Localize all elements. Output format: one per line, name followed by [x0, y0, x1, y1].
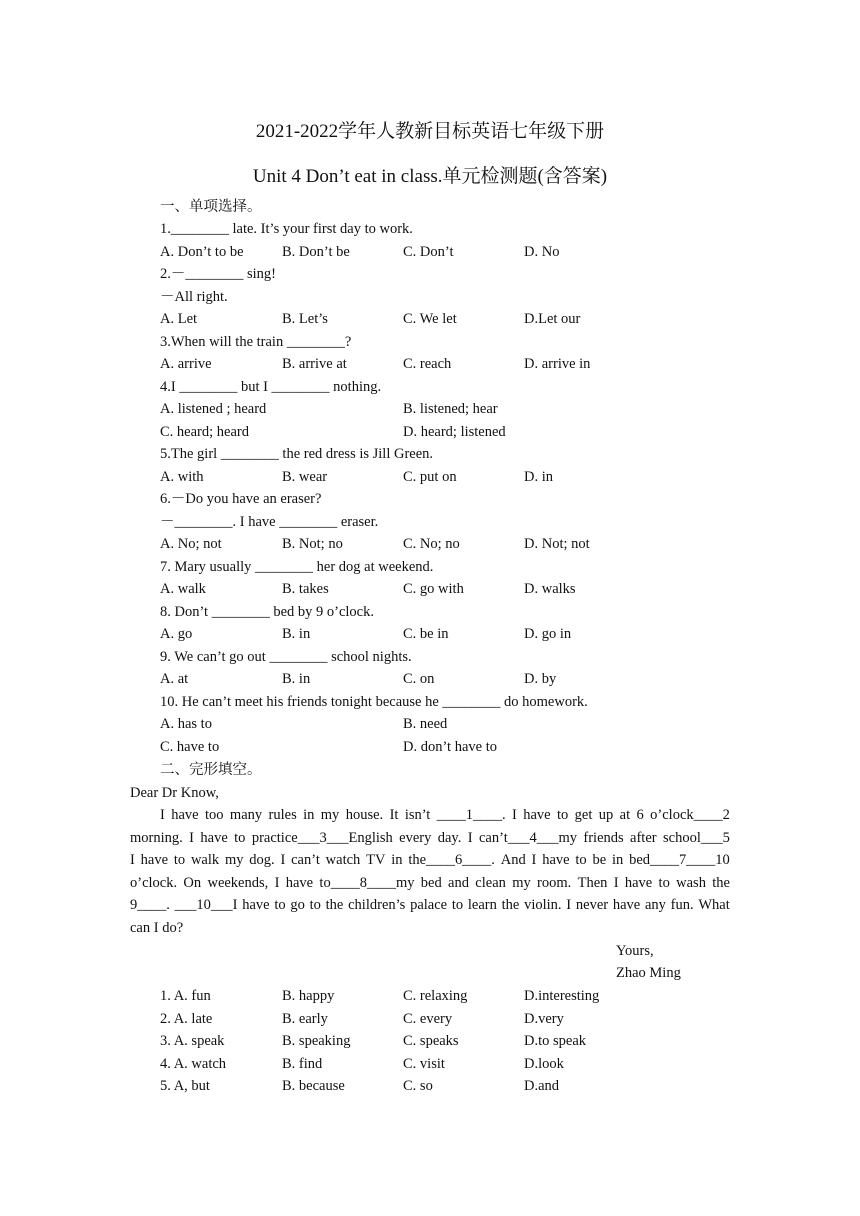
cloze-choice: B. early [282, 1010, 328, 1027]
passage-word: in [391, 852, 403, 868]
cloze-choice: D.very [524, 1010, 564, 1027]
answer-option: C. put on [403, 468, 457, 485]
cloze-choice: B. because [282, 1078, 345, 1094]
passage-word: wash [676, 875, 706, 891]
passage-word: I [512, 807, 517, 823]
passage-word: watch [325, 852, 361, 868]
answer-option: B. Not; no [282, 536, 343, 552]
passage-word: children’s [348, 897, 406, 913]
passage-word: the [325, 897, 344, 913]
answer-option: B. takes [282, 581, 329, 597]
passage-word: go [290, 897, 305, 913]
passage-word: practice___3___English [251, 830, 393, 846]
answer-option: B. wear [282, 468, 328, 485]
passage-word: in [611, 852, 624, 868]
passage-word: o’clock. [130, 875, 178, 891]
answer-option: A. go [160, 626, 193, 642]
passage-word: can I do? [130, 920, 184, 936]
passage-word: I [467, 830, 473, 846]
passage-word: have [285, 875, 314, 891]
passage-word: at [619, 807, 631, 823]
passage-word: to [173, 852, 186, 868]
passage-word: have [242, 897, 270, 913]
cloze-choice: C. visit [403, 1055, 445, 1072]
passage-word: isn’t [404, 807, 431, 823]
passage-word: the____6____. [408, 852, 495, 868]
passage-word: What [698, 897, 730, 913]
cloze-choice: C. relaxing [403, 988, 468, 1004]
passage-word: to [575, 852, 587, 868]
question-stem: 6.－Do you have an eraser? [160, 491, 322, 507]
passage-line [130, 919, 730, 937]
answer-option: C. have to [160, 738, 220, 755]
answer-option: C. reach [403, 356, 452, 372]
answer-option: A. listened ; heard [160, 401, 267, 417]
question-stem: 3.When will the train ________? [160, 333, 352, 350]
passage-word: have [171, 807, 199, 823]
cloze-choice: B. happy [282, 988, 335, 1004]
passage-word: be [592, 852, 607, 868]
passage-word: my [512, 875, 531, 891]
cloze-choice: 3. A. speak [160, 1033, 225, 1049]
answer-option: C. No; no [403, 536, 460, 552]
question-stem: －All right. [160, 288, 228, 305]
answer-option: A. walk [160, 581, 206, 597]
passage-word: morning. [130, 830, 183, 846]
question-stem: 8. Don’t ________ bed by 9 o’clock. [160, 603, 374, 620]
cloze-choice: 5. A, but [160, 1078, 210, 1094]
passage-word: ____1____. [436, 807, 506, 823]
cloze-choice: D.to speak [524, 1033, 587, 1049]
answer-option: A. No; not [160, 536, 222, 552]
page-subtitle: Unit 4 Don’t eat in class.单元检测题(含答案) [252, 166, 608, 187]
answer-option: D. arrive in [524, 356, 591, 372]
passage-word: the [712, 875, 730, 891]
passage-word: rules [268, 807, 297, 823]
answer-option: D. go in [524, 626, 572, 642]
passage-word: Then [577, 875, 608, 891]
answer-option: D.Let our [524, 311, 581, 327]
answer-option: A. with [160, 468, 204, 485]
passage-word: It [389, 807, 399, 823]
answer-option: A. at [160, 671, 189, 687]
passage-word: ___10___I [174, 897, 238, 913]
cloze-choice: C. speaks [403, 1033, 459, 1049]
answer-option: D. heard; listened [403, 423, 506, 440]
passage-word: clean [475, 875, 506, 891]
passage-word: and [448, 875, 469, 891]
passage-word: palace [410, 897, 448, 913]
answer-option: B. in [282, 626, 311, 642]
passage-word: walk [190, 852, 220, 868]
passage-word: weekends, [207, 875, 269, 891]
cloze-choice: B. find [282, 1055, 323, 1072]
passage-word: after [630, 830, 657, 846]
passage-word: I [189, 830, 194, 846]
passage-word: to [274, 897, 286, 913]
cloze-choice: D.look [524, 1055, 564, 1072]
passage-line [130, 851, 730, 869]
passage-word: have [612, 897, 641, 913]
question-stem: 2.－________ sing! [160, 266, 276, 282]
passage-word: violin. [524, 897, 562, 913]
answer-option: C. be in [403, 626, 449, 642]
answer-option: D. No [524, 243, 560, 260]
question-stem: 7. Mary usually ________ her dog at weekend. [160, 558, 434, 575]
passage-word: my [224, 852, 244, 868]
answer-option: A. arrive [160, 356, 212, 372]
cloze-choice: C. so [403, 1078, 433, 1094]
section1-heading: 一、单项选择。 [160, 199, 262, 215]
passage-word: I [613, 875, 619, 891]
passage-word: up [598, 807, 614, 823]
passage-word: house. [345, 807, 384, 823]
passage-word: have [200, 830, 228, 846]
answer-option: D. don’t have to [403, 738, 497, 755]
answer-option: A. Let [160, 311, 198, 327]
passage-word: too [205, 807, 224, 823]
letter-closing: Yours, [616, 943, 654, 959]
passage-word: to____8____my [319, 875, 415, 891]
passage-word: o’clock____2 [650, 807, 730, 823]
passage-word: day. [437, 830, 462, 846]
passage-word: dog. [249, 852, 275, 868]
answer-option: D. in [524, 468, 553, 485]
cloze-choice: 2. A. late [160, 1010, 213, 1027]
passage-word: On [183, 875, 202, 891]
passage-word: I [531, 852, 537, 868]
answer-option: A. has to [160, 716, 212, 732]
passage-word: room. [537, 875, 572, 891]
answer-option: D. Not; not [524, 536, 590, 552]
passage-word: to [557, 807, 569, 823]
answer-option: D. by [524, 671, 557, 687]
passage-word: any [644, 897, 666, 913]
passage-word: the [501, 897, 520, 913]
answer-option: B. listened; hear [403, 401, 498, 417]
passage-word: I [274, 875, 280, 891]
question-stem: 5.The girl ________ the red dress is Jill Green. [160, 446, 434, 462]
answer-option: B. arrive at [282, 356, 347, 372]
answer-option: C. We let [403, 311, 457, 327]
passage-word: bed____7____10 [629, 852, 730, 868]
passage-word: have [542, 852, 570, 868]
passage-word: have [140, 852, 169, 868]
cloze-choice: D.and [524, 1078, 560, 1094]
cloze-choice: D.interesting [524, 988, 600, 1004]
letter-signature: Zhao Ming [616, 965, 681, 981]
passage-word: get [574, 807, 593, 823]
question-stem: 4.I ________ but I ________ nothing. [160, 378, 382, 395]
passage-word: 6 [636, 807, 644, 823]
passage-word: TV [366, 852, 386, 868]
cloze-choice: C. every [403, 1010, 453, 1027]
passage-word: bed [420, 875, 442, 891]
letter-greeting: Dear Dr Know, [130, 785, 219, 801]
passage-word: And [500, 852, 526, 868]
question-stem: －________. I have ________ eraser. [160, 513, 379, 530]
passage-word: learn [467, 897, 497, 913]
answer-option: C. heard; heard [160, 423, 249, 440]
passage-word: have [523, 807, 551, 823]
cloze-choice: B. speaking [282, 1033, 351, 1049]
passage-word: to [234, 830, 246, 846]
passage-word: I [160, 807, 165, 823]
section2-heading: 二、完形填空。 [160, 762, 262, 778]
passage-word: fun. [670, 897, 694, 913]
passage-word: to [451, 897, 464, 913]
passage-word: many [229, 807, 263, 823]
passage-word: to [658, 875, 670, 891]
answer-option: C. go with [403, 581, 464, 597]
answer-option: D. walks [524, 581, 576, 597]
passage-word: friends [583, 830, 624, 846]
answer-option: C. on [403, 671, 435, 687]
question-stem: 1.________ late. It’s your first day to work. [160, 221, 413, 237]
passage-word: every [399, 830, 432, 846]
passage-line [130, 896, 730, 914]
passage-word: can’t___4___my [479, 830, 577, 846]
question-stem: 10. He can’t meet his friends tonight because he ________ do homework. [160, 693, 588, 710]
cloze-choice: 1. A. fun [160, 988, 211, 1004]
passage-word: have [624, 875, 653, 891]
passage-word: never [575, 897, 609, 913]
passage-word: 9____. [130, 897, 170, 913]
passage-word: I [566, 897, 572, 913]
question-stem: 9. We can’t go out ________ school nights. [160, 648, 412, 665]
passage-word: school___5 [663, 830, 730, 846]
answer-option: B. need [403, 716, 448, 732]
passage-line [160, 806, 730, 824]
passage-line [130, 874, 730, 892]
passage-word: in [303, 807, 315, 823]
passage-word: I [130, 852, 135, 868]
answer-option: C. Don’t [403, 243, 454, 260]
cloze-choice: 4. A. watch [160, 1055, 227, 1072]
answer-option: B. in [282, 671, 311, 687]
passage-word: can’t [291, 852, 320, 868]
passage-word: I [280, 852, 286, 868]
answer-option: B. Don’t be [282, 243, 350, 260]
passage-line [130, 829, 730, 847]
passage-word: to [309, 897, 321, 913]
page-title: 2021-2022学年人教新目标英语七年级下册 [255, 121, 605, 142]
answer-option: B. Let’s [282, 311, 328, 327]
passage-word: my [320, 807, 340, 823]
answer-option: A. Don’t to be [160, 243, 244, 260]
